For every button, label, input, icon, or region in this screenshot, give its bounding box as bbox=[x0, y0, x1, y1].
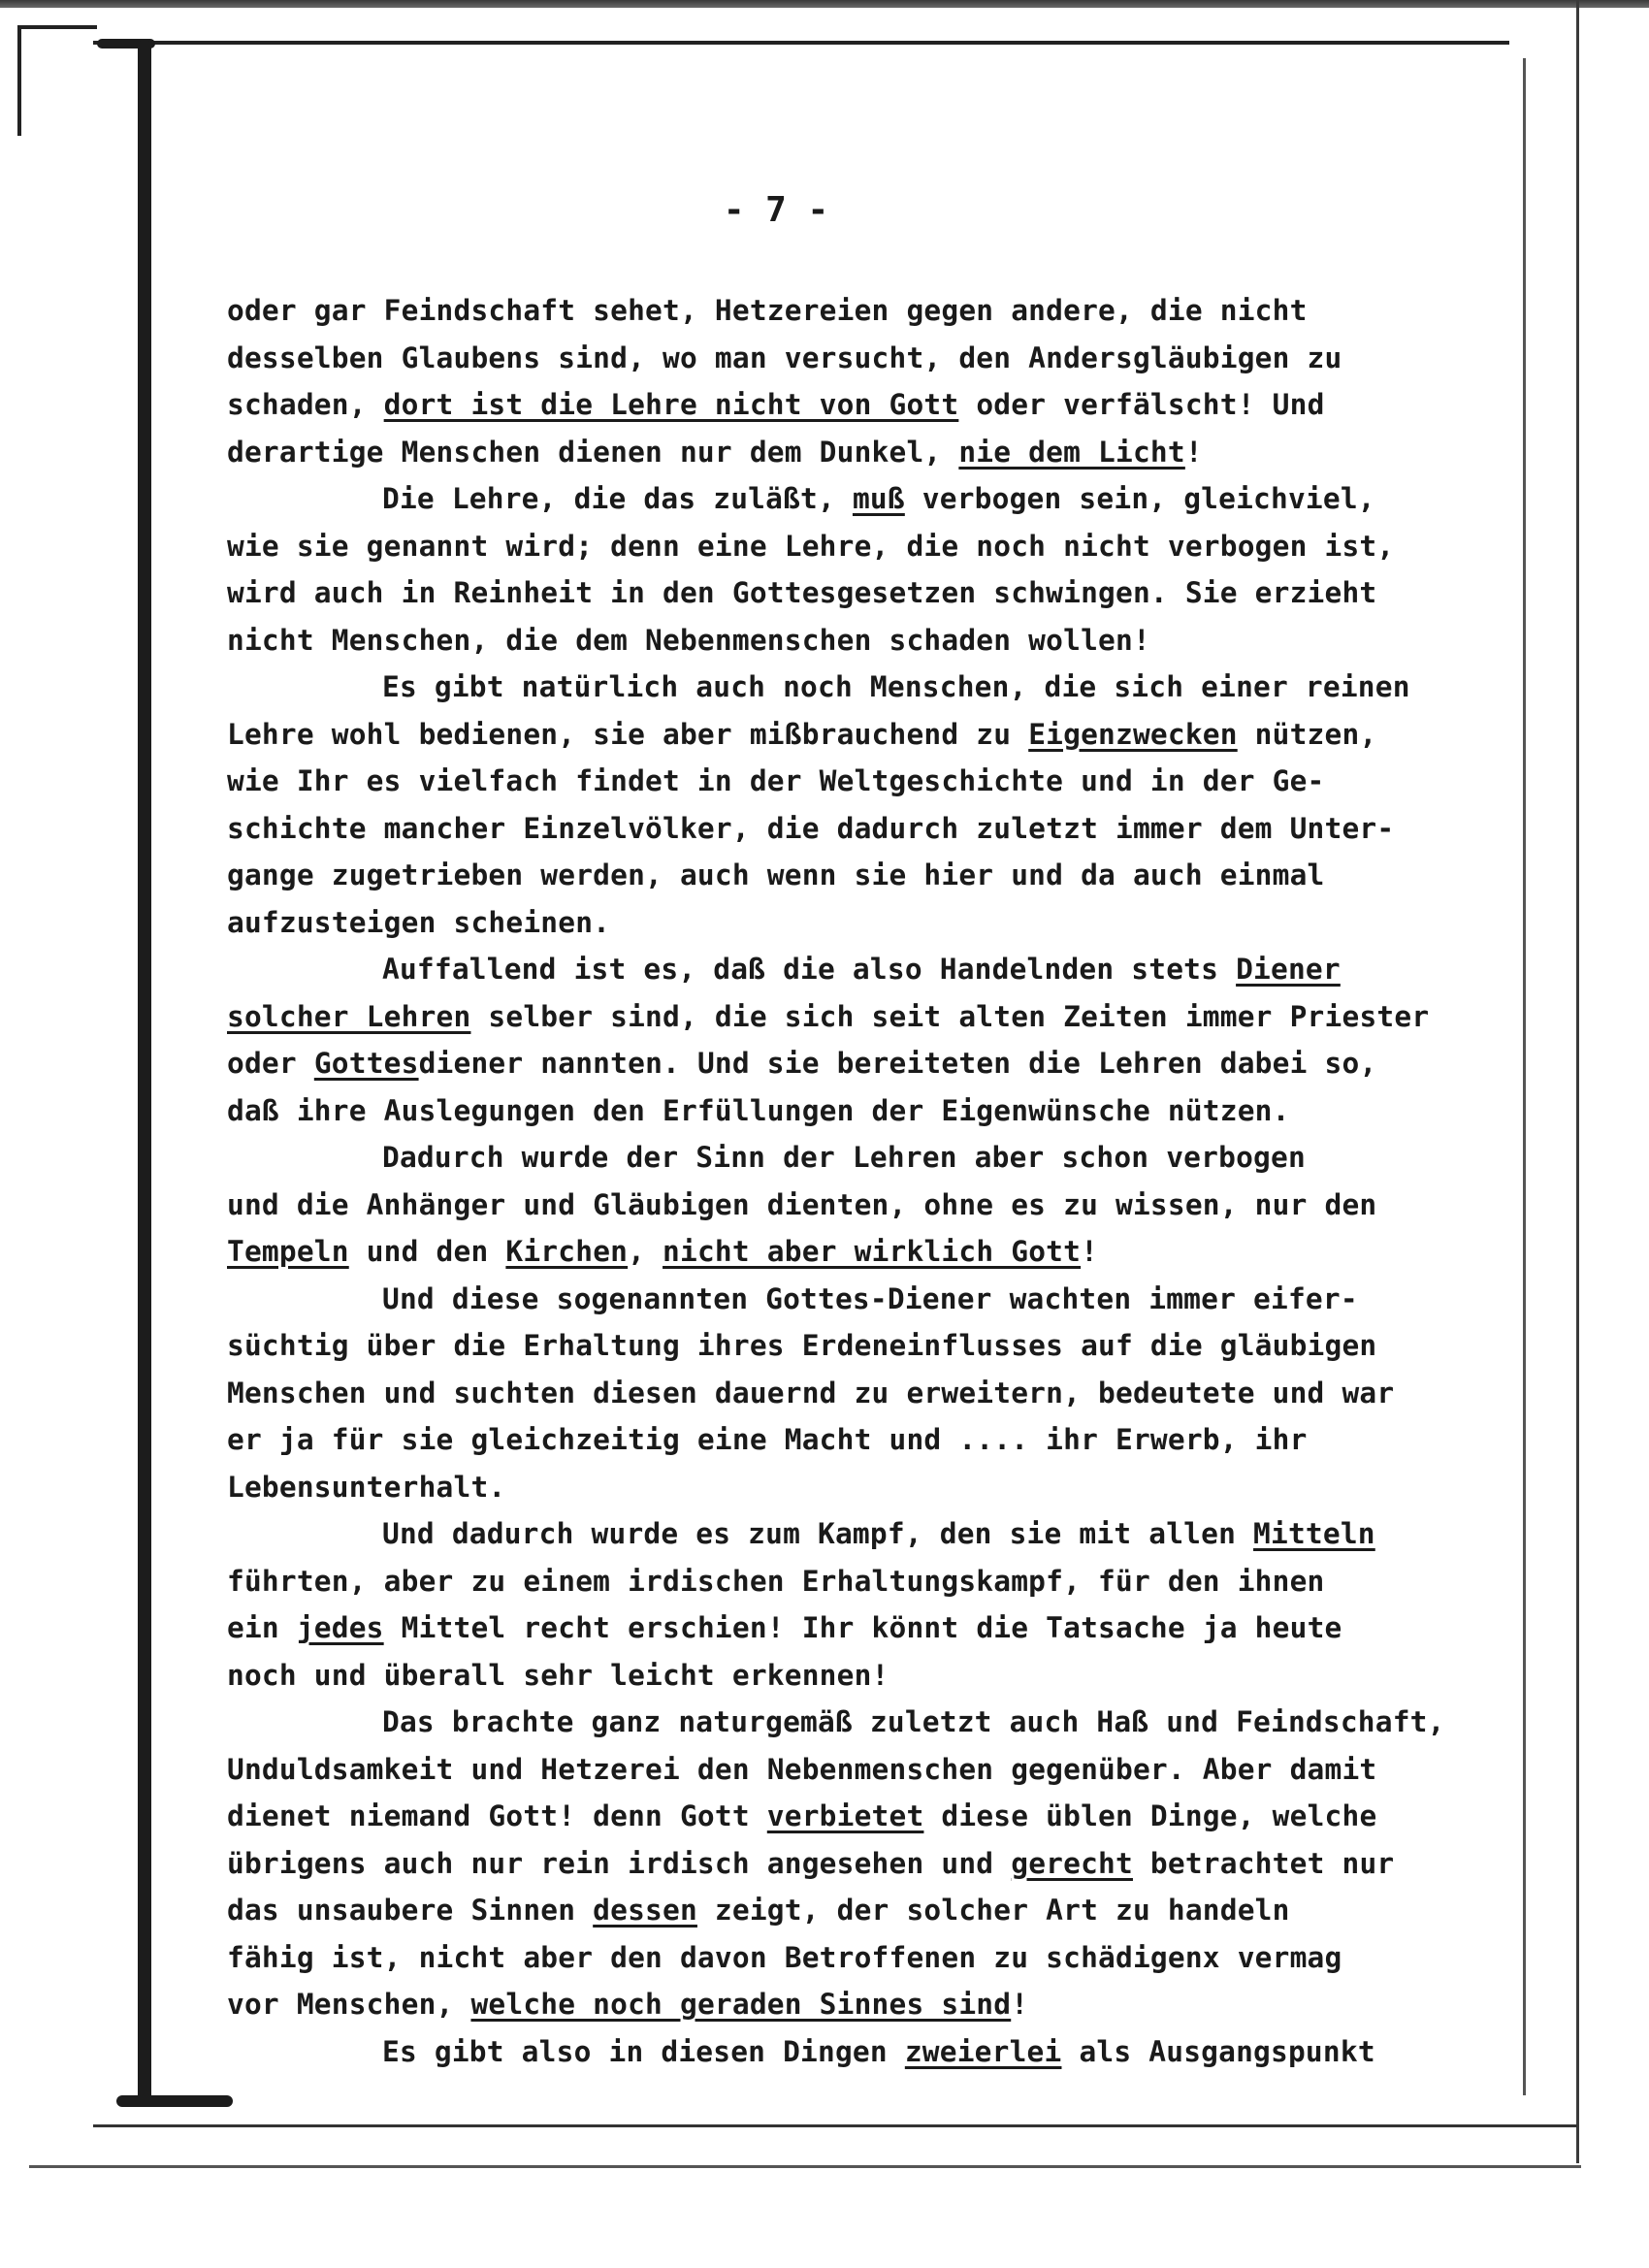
text-segment: Und diese sogenannten Gottes-Diener wachten immer eifer- bbox=[382, 1281, 1358, 1315]
text-segment: wie Ihr es vielfach findet in der Weltgeschichte und in der Ge- bbox=[227, 764, 1325, 797]
text-segment: diener nannten. Und sie bereiteten die Lehren dabei so, bbox=[418, 1047, 1377, 1080]
scan-right-edge bbox=[1576, 0, 1579, 2163]
text-segment: wie sie genannt wird; denn eine Lehre, die noch nicht verbogen ist, bbox=[227, 529, 1395, 563]
text-segment: und den bbox=[348, 1235, 506, 1268]
text-line bbox=[227, 569, 1527, 617]
text-segment: wird auch in Reinheit in den Gottesgesetzen schwingen. Sie erzieht bbox=[227, 576, 1377, 609]
text-line bbox=[227, 1228, 1527, 1276]
underlined-text: Eigenzwecken bbox=[1028, 717, 1238, 751]
underlined-text: jedes bbox=[296, 1611, 384, 1644]
text-line bbox=[227, 1699, 1527, 1746]
text-line bbox=[227, 1416, 1527, 1464]
underlined-text: nicht aber wirklich Gott bbox=[663, 1235, 1082, 1268]
text-segment: zeigt, der solcher Art zu handeln bbox=[696, 1894, 1290, 1927]
text-segment: betrachtet nur bbox=[1132, 1846, 1395, 1880]
text-line bbox=[227, 1182, 1527, 1229]
binding-bar bbox=[138, 41, 151, 2107]
text-segment: Die Lehre, die das zuläßt, bbox=[382, 482, 853, 515]
binding-bar-cap-bottom bbox=[116, 2095, 233, 2107]
underlined-text: welche noch geraden Sinnes sind bbox=[470, 1988, 1012, 2021]
text-segment: daß ihre Auslegungen den Erfüllungen der Eigenwünsche nützen. bbox=[227, 1093, 1290, 1127]
text-segment: verbogen sein, gleichviel, bbox=[904, 482, 1375, 515]
text-segment: als Ausgangspunkt bbox=[1061, 2034, 1375, 2068]
text-line bbox=[227, 1087, 1527, 1135]
underlined-text: Mitteln bbox=[1253, 1517, 1375, 1550]
text-segment: Und dadurch wurde es zum Kampf, den sie mit allen bbox=[382, 1517, 1254, 1550]
text-segment: und die Anhänger und Gläubigen dienten, ohne es zu wissen, nur den bbox=[227, 1187, 1377, 1221]
text-line bbox=[227, 1322, 1527, 1370]
text-segment: schaden, bbox=[227, 388, 384, 421]
text-segment: gange zugetrieben werden, auch wenn sie hier und da auch einmal bbox=[227, 859, 1325, 891]
text-line bbox=[227, 1652, 1527, 1700]
text-line bbox=[227, 711, 1527, 759]
text-segment: ! bbox=[1081, 1235, 1099, 1268]
underlined-text: zweierlei bbox=[904, 2034, 1062, 2068]
text-segment: Mittel recht erschien! Ihr könnt die Tatsache ja heute bbox=[383, 1611, 1342, 1644]
text-line bbox=[227, 946, 1527, 993]
text-line bbox=[227, 475, 1527, 523]
text-line bbox=[227, 1934, 1527, 1982]
text-line bbox=[227, 287, 1527, 335]
underlined-text: verbietet bbox=[766, 1799, 924, 1832]
text-segment: , bbox=[628, 1235, 663, 1268]
underlined-text: solcher Lehren bbox=[227, 999, 471, 1033]
text-segment: Das brachte ganz naturgemäß zuletzt auch Haß und Feindschaft, bbox=[382, 1705, 1445, 1738]
text-segment: Es gibt natürlich auch noch Menschen, die sich einer reinen bbox=[382, 670, 1410, 703]
text-segment: Lehre wohl bedienen, sie aber mißbrauchend zu bbox=[227, 717, 1029, 751]
text-segment: Lebensunterhalt. bbox=[227, 1470, 506, 1504]
text-line bbox=[227, 2028, 1527, 2076]
text-segment: vor Menschen, bbox=[227, 1988, 471, 2021]
underlined-text: Gottes bbox=[313, 1047, 419, 1080]
text-segment: übrigens auch nur rein irdisch angesehen und bbox=[227, 1846, 1012, 1880]
underlined-text: muß bbox=[852, 482, 905, 515]
text-segment: Unduldsamkeit und Hetzerei den Nebenmenschen gegenüber. Aber damit bbox=[227, 1752, 1377, 1786]
text-line bbox=[227, 805, 1527, 853]
text-segment: aufzusteigen scheinen. bbox=[227, 905, 611, 939]
text-segment: Auffallend ist es, daß die also Handelnden stets bbox=[382, 953, 1237, 986]
text-segment: ! bbox=[1011, 1988, 1029, 2021]
text-line bbox=[227, 758, 1527, 805]
text-segment: nützen, bbox=[1237, 717, 1377, 751]
scan-bottom-edge bbox=[29, 2165, 1581, 2168]
underlined-text: Diener bbox=[1236, 953, 1341, 986]
underlined-text: nie dem Licht bbox=[958, 435, 1185, 469]
text-line bbox=[227, 1558, 1527, 1605]
text-line bbox=[227, 1604, 1527, 1652]
underlined-text: gerecht bbox=[1011, 1846, 1133, 1880]
text-line bbox=[227, 1134, 1527, 1182]
text-segment: oder bbox=[227, 1047, 314, 1080]
text-segment: desselben Glaubens sind, wo man versucht, den Andersgläubigen zu bbox=[227, 340, 1342, 374]
text-segment: noch und überall sehr leicht erkennen! bbox=[227, 1658, 889, 1692]
text-segment: ein bbox=[227, 1611, 297, 1644]
page-bottom-edge bbox=[93, 2124, 1577, 2127]
text-line bbox=[227, 993, 1527, 1041]
text-segment: diese üblen Dinge, welche bbox=[923, 1799, 1377, 1832]
text-segment: er ja für sie gleichzeitig eine Macht und .... ihr Erwerb, ihr bbox=[227, 1423, 1308, 1456]
text-segment: Menschen und suchten diesen dauernd zu erweitern, bedeutete und war bbox=[227, 1376, 1395, 1409]
underlined-text: dort ist die Lehre nicht von Gott bbox=[383, 388, 959, 421]
underlined-text: dessen bbox=[593, 1894, 697, 1927]
text-segment: ! bbox=[1184, 435, 1203, 469]
text-segment: schichte mancher Einzelvölker, die dadurch zuletzt immer dem Unter- bbox=[227, 811, 1395, 845]
text-line bbox=[227, 664, 1527, 711]
text-line bbox=[227, 1510, 1527, 1558]
typewritten-text bbox=[227, 287, 1527, 2075]
text-line bbox=[227, 1840, 1527, 1888]
text-line bbox=[227, 1793, 1527, 1840]
underlined-text: Kirchen bbox=[505, 1235, 629, 1268]
text-segment: derartige Menschen dienen nur dem Dunkel, bbox=[227, 435, 959, 469]
page-number: - 7 - bbox=[723, 190, 829, 230]
scan-top-edge bbox=[0, 0, 1649, 8]
text-segment: Dadurch wurde der Sinn der Lehren aber schon verbogen bbox=[382, 1141, 1306, 1174]
text-segment: fähig ist, nicht aber den davon Betroffenen zu schädigenx vermag bbox=[227, 1940, 1342, 1974]
text-segment: oder gar Feindschaft sehet, Hetzereien gegen andere, die nicht bbox=[227, 294, 1308, 327]
text-segment: oder verfälscht! Und bbox=[958, 388, 1325, 421]
text-line bbox=[227, 1464, 1527, 1511]
scan-corner-mark bbox=[17, 25, 97, 136]
text-line bbox=[227, 899, 1527, 947]
text-line bbox=[227, 617, 1527, 664]
text-line bbox=[227, 1276, 1527, 1323]
underlined-text: Tempeln bbox=[227, 1235, 349, 1268]
text-line bbox=[227, 1981, 1527, 2028]
text-segment: süchtig über die Erhaltung ihres Erdeneinflusses auf die gläubigen bbox=[227, 1329, 1377, 1362]
text-line bbox=[227, 1040, 1527, 1087]
text-segment: das unsaubere Sinnen bbox=[227, 1894, 594, 1927]
text-line bbox=[227, 1370, 1527, 1417]
text-segment: dienet niemand Gott! denn Gott bbox=[227, 1799, 767, 1832]
text-line bbox=[227, 852, 1527, 899]
text-line bbox=[227, 381, 1527, 429]
text-segment: Es gibt also in diesen Dingen bbox=[382, 2034, 905, 2068]
scan-top-rule bbox=[93, 41, 1509, 45]
text-line bbox=[227, 1887, 1527, 1934]
text-segment: selber sind, die sich seit alten Zeiten immer Priester bbox=[470, 999, 1430, 1033]
text-line bbox=[227, 335, 1527, 382]
text-segment: führten, aber zu einem irdischen Erhaltungskampf, für den ihnen bbox=[227, 1564, 1325, 1598]
text-line bbox=[227, 429, 1527, 476]
text-line bbox=[227, 523, 1527, 570]
text-segment: nicht Menschen, die dem Nebenmenschen schaden wollen! bbox=[227, 623, 1150, 657]
text-line bbox=[227, 1746, 1527, 1794]
